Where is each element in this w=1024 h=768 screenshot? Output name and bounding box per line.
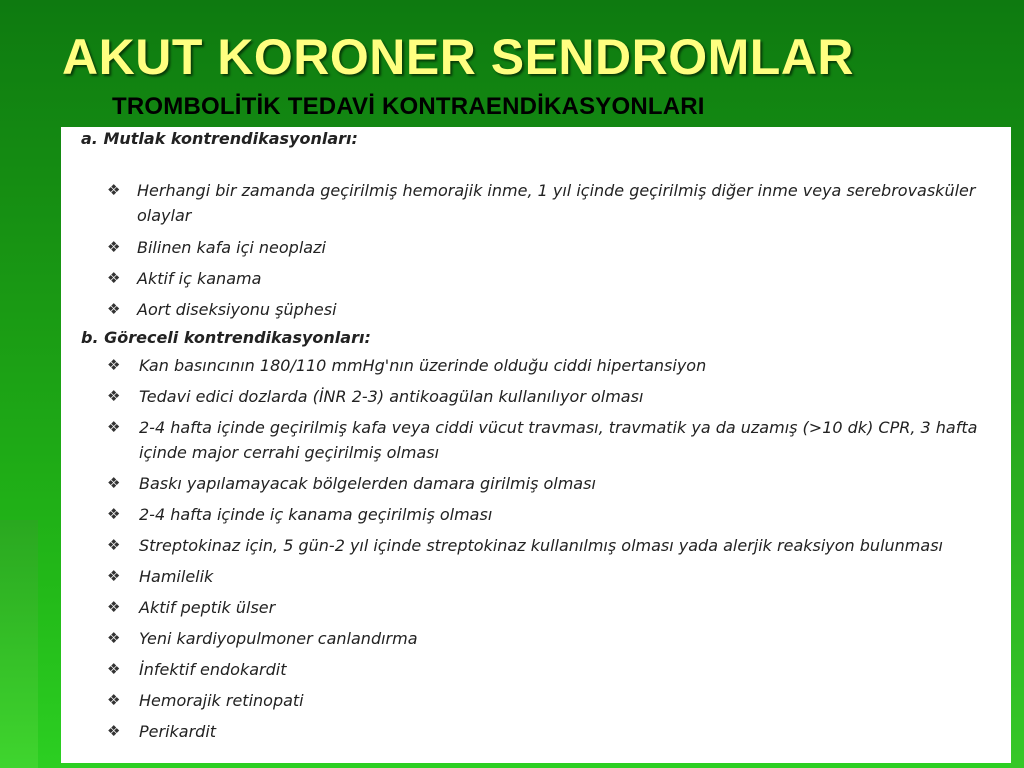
list-item: ❖ Herhangi bir zamanda geçirilmiş hemorajik inme, 1 yıl içinde geçirilmiş diğer inme veya serebrovasküler olaylar: [81, 178, 1001, 228]
list-item: ❖ Bilinen kafa içi neoplazi: [81, 235, 1001, 260]
decorative-band-left: [0, 520, 38, 768]
slide-title: AKUT KORONER SENDROMLAR: [62, 29, 855, 85]
diamond-bullet-icon: ❖: [107, 567, 121, 585]
list-item: ❖ Hemorajik retinopati: [81, 688, 1001, 713]
diamond-bullet-icon: ❖: [107, 356, 121, 374]
section-a-heading: a. Mutlak kontrendikasyonları:: [81, 129, 358, 148]
diamond-bullet-icon: ❖: [107, 238, 121, 256]
slide-subtitle: TROMBOLİTİK TEDAVİ KONTRAENDİKASYONLARI: [112, 93, 705, 120]
section-b-list: [81, 353, 1001, 744]
document-image-panel: [61, 127, 1011, 763]
list-item: ❖ Aktif peptik ülser: [81, 595, 1001, 620]
section-b-heading: b. Göreceli kontrendikasyonları:: [81, 328, 371, 347]
list-item: ❖ Kan basıncının 180/110 mmHg'nın üzerinde olduğu ciddi hipertansiyon: [81, 353, 1001, 378]
decorative-band-right: [1010, 200, 1024, 768]
diamond-bullet-icon: ❖: [107, 629, 121, 647]
diamond-bullet-icon: ❖: [107, 505, 121, 523]
list-item: ❖ Yeni kardiyopulmoner canlandırma: [81, 626, 1001, 651]
diamond-bullet-icon: ❖: [107, 598, 121, 616]
section-a-list: [81, 178, 1001, 322]
list-item: ❖ Hamilelik: [81, 564, 1001, 589]
diamond-bullet-icon: ❖: [107, 269, 121, 287]
list-item: ❖ Tedavi edici dozlarda (İNR 2-3) antikoagülan kullanılıyor olması: [81, 384, 1001, 409]
diamond-bullet-icon: ❖: [107, 300, 121, 318]
diamond-bullet-icon: ❖: [107, 181, 121, 199]
diamond-bullet-icon: ❖: [107, 474, 121, 492]
diamond-bullet-icon: ❖: [107, 418, 121, 436]
diamond-bullet-icon: ❖: [107, 691, 121, 709]
list-item: ❖ Aort diseksiyonu şüphesi: [81, 297, 1001, 322]
list-item: ❖ Baskı yapılamayacak bölgelerden damara girilmiş olması: [81, 471, 1001, 496]
diamond-bullet-icon: ❖: [107, 536, 121, 554]
list-item: ❖ 2-4 hafta içinde iç kanama geçirilmiş olması: [81, 502, 1001, 527]
diamond-bullet-icon: ❖: [107, 387, 121, 405]
diamond-bullet-icon: ❖: [107, 660, 121, 678]
list-item: ❖ İnfektif endokardit: [81, 657, 1001, 682]
list-item: ❖ Aktif iç kanama: [81, 266, 1001, 291]
diamond-bullet-icon: ❖: [107, 722, 121, 740]
list-item: ❖ 2-4 hafta içinde geçirilmiş kafa veya ciddi vücut travması, travmatik ya da uzamış (>10 dk) CPR, 3 hafta içinde major cerrahi geçirilmiş olması: [81, 415, 1001, 465]
list-item: ❖ Streptokinaz için, 5 gün-2 yıl içinde streptokinaz kullanılmış olması yada alerjik reaksiyon bulunması: [81, 533, 1001, 558]
list-item: ❖ Perikardit: [81, 719, 1001, 744]
